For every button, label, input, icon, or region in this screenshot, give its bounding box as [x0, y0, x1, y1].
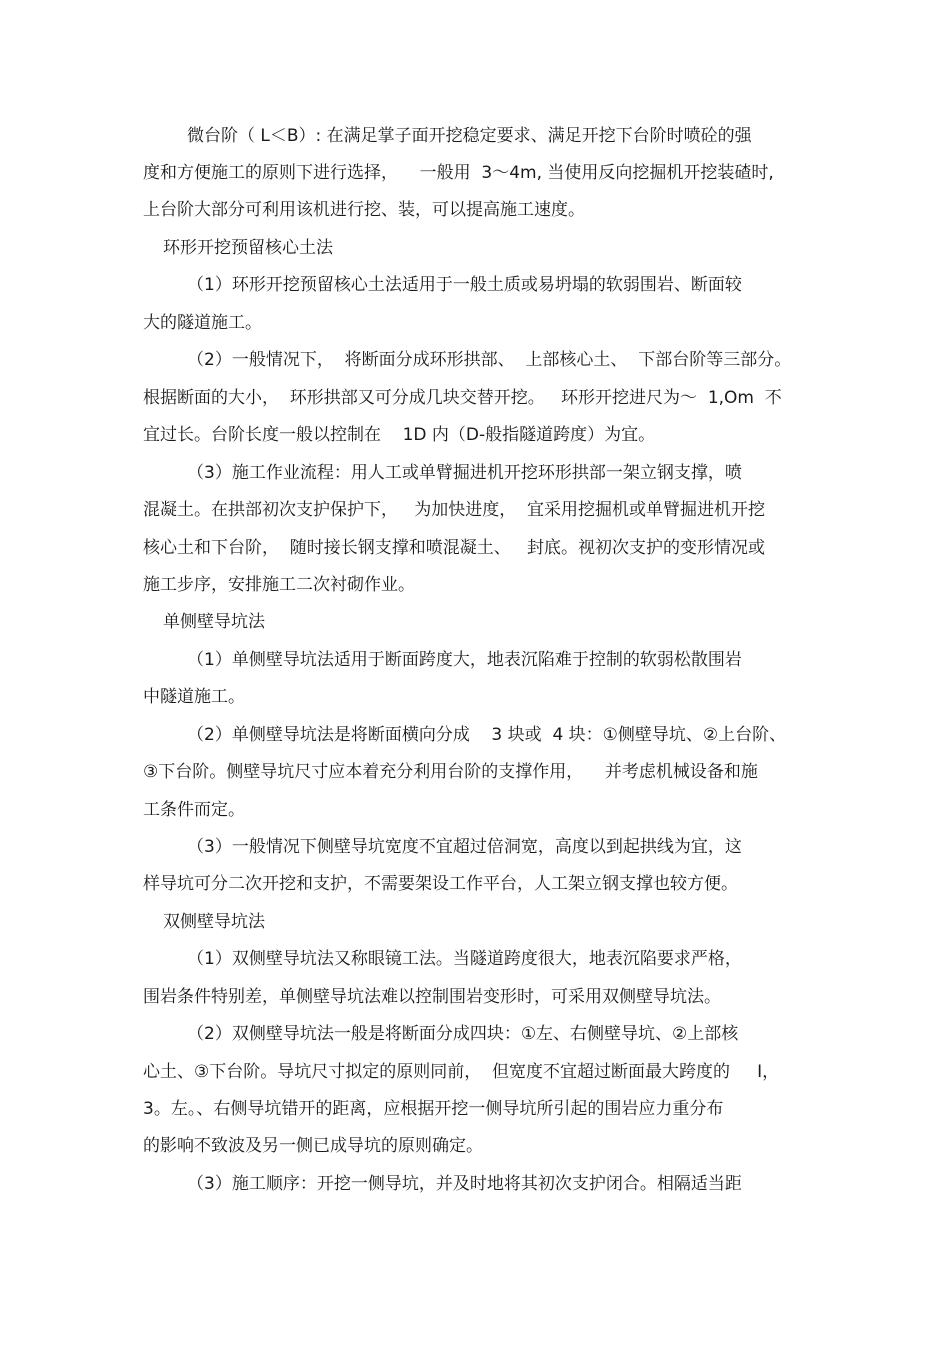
paragraph-line: 根据断面的大小， 环形拱部又可分成几块交替开挖。 环形开挖进尺为～ 1,Om 不 — [143, 388, 782, 408]
section-heading: 双侧壁导坑法 — [163, 912, 265, 932]
paragraph-line: （2）一般情况下， 将断面分成环形拱部、 上部核心土、 下部台阶等三部分。 — [187, 350, 792, 370]
paragraph-line: 中隧道施工。 — [143, 687, 245, 707]
paragraph-line: 微台阶（ L＜B）: 在满足掌子面开挖稳定要求、满足开挖下台阶时喷砼的强 — [187, 126, 752, 146]
paragraph-line: （2）单侧壁导坑法是将断面横向分成 3 块或 4 块：①侧壁导坑、②上台阶、 — [187, 725, 787, 745]
paragraph-line: 度和方便施工的原则下进行选择， 一般用 3～4m, 当使用反向挖掘机开挖装碴时, — [143, 163, 774, 183]
paragraph-line: 围岩条件特别差，单侧壁导坑法难以控制围岩变形时，可采用双侧壁导坑法。 — [143, 987, 721, 1007]
paragraph-line: （3）施工顺序：开挖一侧导坑，并及时地将其初次支护闭合。相隔适当距 — [187, 1174, 742, 1194]
paragraph-line: 样导坑可分二次开挖和支护，不需要架设工作平台，人工架立钢支撑也较方便。 — [143, 874, 738, 894]
section-heading: 单侧壁导坑法 — [163, 612, 265, 632]
section-heading: 环形开挖预留核心土法 — [163, 238, 333, 258]
paragraph-line: （1）单侧壁导坑法适用于断面跨度大，地表沉陷难于控制的软弱松散围岩 — [187, 650, 742, 670]
paragraph-line: 心土、③下台阶。导坑尺寸拟定的原则同前， 但宽度不宜超过断面最大跨度的 I， — [143, 1062, 780, 1082]
paragraph-line: 工条件而定。 — [143, 800, 245, 820]
paragraph-line: 上台阶大部分可利用该机进行挖、装，可以提高施工速度。 — [143, 200, 585, 220]
paragraph-line: 宜过长。台阶长度一般以控制在 1D 内（D-般指隧道跨度）为宜。 — [143, 425, 656, 445]
paragraph-line: （1）双侧壁导坑法又称眼镜工法。当隧道跨度很大，地表沉陷要求严格， — [187, 949, 742, 969]
paragraph-line: ③下台阶。侧壁导坑尺寸应本着充分利用台阶的支撑作用， 并考虑机械设备和施 — [143, 762, 758, 782]
paragraph-line: 的影响不致波及另一侧已成导坑的原则确定。 — [143, 1136, 483, 1156]
paragraph-line: （3）施工作业流程：用人工或单臂掘进机开挖环形拱部一架立钢支撑，喷 — [187, 463, 742, 483]
paragraph-line: 核心土和下台阶， 随时接长钢支撑和喷混凝土、 封底。视初次支护的变形情况或 — [143, 538, 766, 558]
paragraph-line: 施工步序，安排施工二次衬砌作业。 — [143, 575, 415, 595]
paragraph-line: （2）双侧壁导坑法一般是将断面分成四块：①左、右侧壁导坑、②上部核 — [187, 1024, 739, 1044]
paragraph-line: 大的隧道施工。 — [143, 313, 262, 333]
paragraph-line: 混凝土。在拱部初次支护保护下， 为加快进度， 宜采用挖掘机或单臂掘进机开挖 — [143, 500, 766, 520]
paragraph-line: （1）环形开挖预留核心土法适用于一般土质或易坍塌的软弱围岩、断面较 — [187, 275, 742, 295]
paragraph-line: 3。左。、右侧导坑错开的距离，应根据开挖一侧导坑所引起的围岩应力重分布 — [143, 1099, 724, 1119]
paragraph-line: （3）一般情况下侧壁导坑宽度不宜超过倍洞宽，高度以到起拱线为宜，这 — [187, 837, 742, 857]
